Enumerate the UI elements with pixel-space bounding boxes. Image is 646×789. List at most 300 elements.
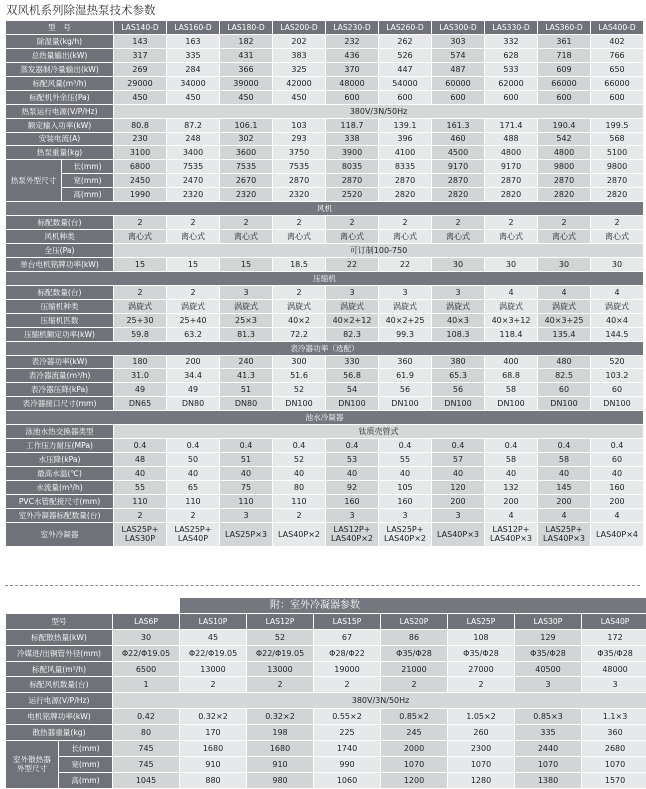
data-cell: 2000 <box>381 741 447 756</box>
model-name: LAS360-D <box>538 21 590 34</box>
data-cell: 0.4 <box>326 439 378 452</box>
data-cell: 4800 <box>485 146 537 159</box>
data-cell: 766 <box>591 49 643 62</box>
data-cell: 3 <box>582 677 646 692</box>
model-name: LAS15P <box>314 614 380 629</box>
data-cell: 3 <box>326 286 378 299</box>
table-row <box>6 495 643 508</box>
data-cell: 0.42 <box>113 709 179 724</box>
row-label: 表冷器功率(kW) <box>6 356 113 369</box>
data-cell: 383 <box>273 49 325 62</box>
row-label: 除湿量(kg/h) <box>6 35 113 48</box>
model-name: LAS160-D <box>167 21 219 34</box>
data-cell: 366 <box>220 63 272 76</box>
data-cell: 40 <box>432 467 484 480</box>
data-cell: 120 <box>432 481 484 494</box>
data-cell: 361 <box>538 35 590 48</box>
data-cell: 542 <box>538 133 590 146</box>
data-cell: 66000 <box>538 77 590 90</box>
section-divider <box>5 585 640 586</box>
data-cell: LAS12P+ LAS40P×3 <box>485 523 537 546</box>
data-cell: 40 <box>220 467 272 480</box>
row-label: 泳池水热交换器类型 <box>6 425 113 438</box>
model-name: LAS25P <box>448 614 514 629</box>
row-label: 室外冷凝器 <box>6 523 113 546</box>
data-cell: 1.1×3 <box>582 709 646 724</box>
data-cell: 58 <box>485 453 537 466</box>
data-cell: 3600 <box>220 146 272 159</box>
data-cell: 0.4 <box>167 439 219 452</box>
data-cell: 66000 <box>591 77 643 90</box>
data-cell: 40×3+25 <box>538 314 590 327</box>
data-cell: 2870 <box>485 174 537 187</box>
table-row <box>6 646 646 661</box>
sub-label: 高(mm) <box>59 773 112 788</box>
row-label: 蒸发器制冷量输出(kW) <box>6 63 113 76</box>
data-cell: 980 <box>247 773 313 788</box>
data-cell: 2 <box>247 677 313 692</box>
data-cell: 15 <box>220 258 272 271</box>
data-cell: 8335 <box>379 160 431 173</box>
table-row <box>6 314 643 327</box>
data-cell: 离心式 <box>379 230 431 243</box>
data-cell: 1 <box>113 677 179 692</box>
data-cell: DN100 <box>432 397 484 410</box>
data-cell: 1680 <box>180 741 246 756</box>
data-cell: 60 <box>591 453 643 466</box>
data-cell: 450 <box>167 91 219 104</box>
data-cell: 51 <box>220 453 272 466</box>
data-cell: 4 <box>538 286 590 299</box>
data-cell: 涡旋式 <box>538 300 590 313</box>
data-cell: 431 <box>220 49 272 62</box>
appendix-title-row <box>6 598 646 613</box>
data-cell: 2670 <box>220 174 272 187</box>
data-cell: 600 <box>538 91 590 104</box>
data-cell: 2320 <box>220 188 272 201</box>
table-row <box>6 174 643 187</box>
data-cell: 600 <box>326 91 378 104</box>
data-cell: LAS25P+ LAS30P <box>114 523 166 546</box>
data-cell: 526 <box>379 49 431 62</box>
table-row <box>6 523 643 546</box>
data-cell: 1380 <box>515 773 581 788</box>
data-cell: DN80 <box>167 397 219 410</box>
data-cell: 172 <box>582 630 646 645</box>
data-cell: 51 <box>220 383 272 396</box>
data-cell: 29000 <box>114 77 166 90</box>
data-cell: 50 <box>167 453 219 466</box>
section-header-row <box>6 202 643 215</box>
data-cell: 4 <box>591 509 643 522</box>
data-cell: 2440 <box>515 741 581 756</box>
data-cell: 0.4 <box>220 439 272 452</box>
data-cell: Φ22/Φ19.05 <box>247 646 313 661</box>
table-row <box>6 356 643 369</box>
table-row <box>6 662 646 677</box>
data-cell: 3 <box>379 286 431 299</box>
row-label: 风机种类 <box>6 230 113 243</box>
data-cell: 62000 <box>485 77 537 90</box>
data-cell: 7535 <box>167 160 219 173</box>
data-cell: 40×2 <box>273 314 325 327</box>
data-cell: 2 <box>326 216 378 229</box>
data-cell: 1200 <box>381 773 447 788</box>
table-row <box>6 383 643 396</box>
main-spec-table <box>5 20 644 547</box>
model-name: LAS40P <box>582 614 646 629</box>
data-cell: 745 <box>113 741 179 756</box>
data-cell: 30 <box>538 258 590 271</box>
table-row <box>6 258 643 271</box>
data-cell: Φ35/Φ28 <box>381 646 447 661</box>
data-cell: 离心式 <box>326 230 378 243</box>
data-cell: 190.4 <box>538 119 590 132</box>
data-cell: 涡旋式 <box>167 300 219 313</box>
data-cell: 40 <box>591 467 643 480</box>
span-cell: 可订制100-750 <box>114 244 643 257</box>
data-cell: 160 <box>591 481 643 494</box>
data-cell: 40×2+25 <box>379 314 431 327</box>
data-cell: LAS40P×2 <box>273 523 325 546</box>
model-name: LAS30P <box>515 614 581 629</box>
data-cell: 60 <box>538 383 590 396</box>
data-cell: 0.85×2 <box>381 709 447 724</box>
row-label: 工作压力耐压(MPa) <box>6 439 113 452</box>
data-cell: 离心式 <box>220 230 272 243</box>
table-row <box>6 133 643 146</box>
data-cell: 34.4 <box>167 369 219 382</box>
model-name: LAS330-D <box>485 21 537 34</box>
data-cell: 59.8 <box>114 328 166 341</box>
data-cell: DN65 <box>114 397 166 410</box>
model-name: LAS400-D <box>591 21 643 34</box>
row-label: 热泵重量(kg) <box>6 146 113 159</box>
data-cell: 0.4 <box>432 439 484 452</box>
data-cell: 447 <box>379 63 431 76</box>
data-cell: DN100 <box>379 397 431 410</box>
data-cell: 涡旋式 <box>220 300 272 313</box>
header-row <box>6 614 646 629</box>
data-cell: 41.3 <box>220 369 272 382</box>
data-cell: 3 <box>432 509 484 522</box>
table-row <box>6 453 643 466</box>
data-cell: 1680 <box>247 741 313 756</box>
data-cell: 600 <box>485 91 537 104</box>
data-cell: 2520 <box>326 188 378 201</box>
data-cell: 2 <box>273 286 325 299</box>
data-cell: 30 <box>432 258 484 271</box>
row-label: 热泵运行电源(V/P/Hz) <box>6 105 113 118</box>
data-cell: 4800 <box>538 146 590 159</box>
data-cell: 2 <box>167 216 219 229</box>
row-label: 标配机外余压(Pa) <box>6 91 113 104</box>
data-cell: 52 <box>273 453 325 466</box>
table-row <box>6 105 643 118</box>
data-cell: 103 <box>273 119 325 132</box>
data-cell: 离心式 <box>114 230 166 243</box>
data-cell: 52 <box>273 383 325 396</box>
data-cell: 82.3 <box>326 328 378 341</box>
data-cell: 325 <box>273 63 325 76</box>
data-cell: 40×3+12 <box>485 314 537 327</box>
data-cell: 34000 <box>167 77 219 90</box>
data-cell: 54 <box>326 383 378 396</box>
data-cell: LAS40P×4 <box>591 523 643 546</box>
data-cell: LAS25P×3 <box>220 523 272 546</box>
data-cell: 3100 <box>114 146 166 159</box>
data-cell: Φ22/Φ19.05 <box>113 646 179 661</box>
table-row <box>6 467 643 480</box>
data-cell: 61.9 <box>379 369 431 382</box>
row-label: 压缩机额定功率(kW) <box>6 328 113 341</box>
data-cell: 57 <box>432 453 484 466</box>
data-cell: 42000 <box>273 77 325 90</box>
data-cell: Φ28/Φ22 <box>314 646 380 661</box>
row-label: 压缩机匹数 <box>6 314 113 327</box>
span-cell: 380V/3N/50Hz <box>114 105 643 118</box>
data-cell: 2 <box>381 677 447 692</box>
data-cell: 9170 <box>432 160 484 173</box>
data-cell: 4 <box>538 509 590 522</box>
data-cell: 200 <box>432 495 484 508</box>
data-cell: 48 <box>114 453 166 466</box>
data-cell: 60 <box>591 383 643 396</box>
data-cell: 170 <box>180 725 246 740</box>
model-name: LAS20P <box>381 614 447 629</box>
table-row <box>6 757 646 772</box>
data-cell: 200 <box>538 495 590 508</box>
data-cell: 21000 <box>381 662 447 677</box>
data-cell: 1060 <box>314 773 380 788</box>
data-cell: 3 <box>220 286 272 299</box>
span-cell: 钛质壳管式 <box>114 425 643 438</box>
data-cell: 880 <box>180 773 246 788</box>
table-row <box>6 160 643 173</box>
data-cell: 248 <box>167 133 219 146</box>
table-row <box>6 481 643 494</box>
data-cell: 2 <box>485 216 537 229</box>
data-cell: 4100 <box>379 146 431 159</box>
data-cell: 涡旋式 <box>114 300 166 313</box>
data-cell: 240 <box>220 356 272 369</box>
data-cell: 27000 <box>448 662 514 677</box>
data-cell: 487 <box>432 63 484 76</box>
data-cell: 108.3 <box>432 328 484 341</box>
data-cell: 40 <box>379 467 431 480</box>
data-cell: 68.8 <box>485 369 537 382</box>
header-row <box>6 21 643 34</box>
data-cell: 15 <box>167 258 219 271</box>
data-cell: 3900 <box>326 146 378 159</box>
data-cell: 2 <box>379 216 431 229</box>
data-cell: 2 <box>314 677 380 692</box>
data-cell: 2 <box>167 286 219 299</box>
sub-label: 长(mm) <box>59 741 112 756</box>
data-cell: Φ35/Φ28 <box>515 646 581 661</box>
data-cell: 2820 <box>591 188 643 201</box>
table-row <box>6 63 643 76</box>
data-cell: 56 <box>432 383 484 396</box>
table-row <box>6 77 643 90</box>
row-label: 压缩机种类 <box>6 300 113 313</box>
data-cell: 338 <box>326 133 378 146</box>
data-cell: 30 <box>113 630 179 645</box>
data-cell: 718 <box>538 49 590 62</box>
table-row <box>6 693 646 708</box>
data-cell: 15 <box>114 258 166 271</box>
data-cell: 58 <box>538 453 590 466</box>
data-cell: 67 <box>314 630 380 645</box>
sub-label: 高(mm) <box>62 188 113 201</box>
data-cell: LAS25P+ LAS40P×3 <box>538 523 590 546</box>
data-cell: 108 <box>448 630 514 645</box>
data-cell: 22 <box>326 258 378 271</box>
data-cell: 335 <box>515 725 581 740</box>
data-cell: 涡旋式 <box>326 300 378 313</box>
data-cell: 139.1 <box>379 119 431 132</box>
data-cell: 48000 <box>326 77 378 90</box>
span-cell: 380V/3N/50Hz <box>113 693 646 708</box>
data-cell: 40×3 <box>432 314 484 327</box>
data-cell: LAS12P+ LAS40P×2 <box>326 523 378 546</box>
data-cell: 25+30 <box>114 314 166 327</box>
model-name: LAS140-D <box>114 21 166 34</box>
data-cell: 302 <box>220 133 272 146</box>
data-cell: 1045 <box>113 773 179 788</box>
data-cell: 49 <box>114 383 166 396</box>
table-row <box>6 188 643 201</box>
data-cell: 13000 <box>180 662 246 677</box>
data-cell: 2 <box>180 677 246 692</box>
data-cell: 436 <box>326 49 378 62</box>
data-cell: 2 <box>273 216 325 229</box>
data-cell: 574 <box>432 49 484 62</box>
data-cell: 600 <box>432 91 484 104</box>
data-cell: 910 <box>180 757 246 772</box>
row-label: 单台电机铭牌功率(kW) <box>6 258 113 271</box>
data-cell: 离心式 <box>273 230 325 243</box>
data-cell: 0.85×3 <box>515 709 581 724</box>
data-cell: 143 <box>114 35 166 48</box>
row-label: 冷媒进/出铜管外径(mm) <box>6 646 112 661</box>
data-cell: DN100 <box>273 397 325 410</box>
data-cell: 105 <box>379 481 431 494</box>
model-name: LAS6P <box>113 614 179 629</box>
data-cell: 40500 <box>515 662 581 677</box>
data-cell: 80 <box>273 481 325 494</box>
row-label: 总热量输出(kW) <box>6 49 113 62</box>
sub-label: 长(mm) <box>62 160 113 173</box>
data-cell: 118.4 <box>485 328 537 341</box>
data-cell: 1740 <box>314 741 380 756</box>
table-row <box>6 49 643 62</box>
data-cell: 2 <box>114 286 166 299</box>
group-label: 热泵外型尺寸 <box>6 160 61 201</box>
model-name: LAS12P <box>247 614 313 629</box>
section-title: 池水冷凝器 <box>6 411 643 424</box>
table-row <box>6 773 646 788</box>
section-title: 压缩机 <box>6 272 643 285</box>
data-cell: 2870 <box>432 174 484 187</box>
model-name: LAS260-D <box>379 21 431 34</box>
data-cell: 396 <box>379 133 431 146</box>
table-row <box>6 35 643 48</box>
data-cell: 2870 <box>379 174 431 187</box>
table-row <box>6 677 646 692</box>
data-cell: LAS25P+ LAS40P <box>167 523 219 546</box>
data-cell: 涡旋式 <box>379 300 431 313</box>
table-row <box>6 397 643 410</box>
data-cell: 200 <box>591 495 643 508</box>
data-cell: 330 <box>326 356 378 369</box>
data-cell: DN100 <box>538 397 590 410</box>
table-row <box>6 216 643 229</box>
data-cell: 269 <box>114 63 166 76</box>
row-label: 室外冷凝器标配数量(台) <box>6 509 113 522</box>
data-cell: 103.2 <box>591 369 643 382</box>
table-row <box>6 741 646 756</box>
data-cell: 涡旋式 <box>273 300 325 313</box>
model-name: LAS230-D <box>326 21 378 34</box>
data-cell: 19000 <box>314 662 380 677</box>
row-label: 标配数量(台) <box>6 216 113 229</box>
data-cell: 284 <box>167 63 219 76</box>
data-cell: 198 <box>247 725 313 740</box>
data-cell: 6500 <box>113 662 179 677</box>
data-cell: 0.32×2 <box>180 709 246 724</box>
data-cell: 22 <box>379 258 431 271</box>
data-cell: 402 <box>591 35 643 48</box>
data-cell: 18.5 <box>273 258 325 271</box>
data-cell: 25×3 <box>220 314 272 327</box>
data-cell: 39000 <box>220 77 272 90</box>
data-cell: 51.6 <box>273 369 325 382</box>
data-cell: 2 <box>591 216 643 229</box>
section-header-row <box>6 411 643 424</box>
data-cell: 40 <box>167 467 219 480</box>
data-cell: 9800 <box>591 160 643 173</box>
data-cell: 80 <box>113 725 179 740</box>
data-cell: 80.8 <box>114 119 166 132</box>
row-label: 标配风量(m³/h) <box>6 77 113 90</box>
row-label: PVC水管配接尺寸(mm) <box>6 495 113 508</box>
data-cell: 200 <box>485 495 537 508</box>
data-cell: 53 <box>326 453 378 466</box>
data-cell: 6800 <box>114 160 166 173</box>
data-cell: 2870 <box>273 174 325 187</box>
data-cell: 13000 <box>247 662 313 677</box>
data-cell: 49 <box>167 383 219 396</box>
data-cell: 涡旋式 <box>432 300 484 313</box>
row-label: 表冷器流量(m³/h) <box>6 369 113 382</box>
table-row <box>6 91 643 104</box>
model-header: 型号 <box>6 614 112 629</box>
data-cell: 568 <box>591 133 643 146</box>
row-label: 电机铭牌功率(kW) <box>6 709 112 724</box>
data-cell: 40 <box>273 467 325 480</box>
row-label: 表冷器接口尺寸(mm) <box>6 397 113 410</box>
data-cell: 40 <box>485 467 537 480</box>
data-cell: 0.4 <box>114 439 166 452</box>
data-cell: 48000 <box>582 662 646 677</box>
data-cell: 2 <box>220 216 272 229</box>
data-cell: 110 <box>220 495 272 508</box>
data-cell: 63.2 <box>167 328 219 341</box>
data-cell: 1070 <box>515 757 581 772</box>
data-cell: DN80 <box>220 397 272 410</box>
data-cell: 92 <box>326 481 378 494</box>
